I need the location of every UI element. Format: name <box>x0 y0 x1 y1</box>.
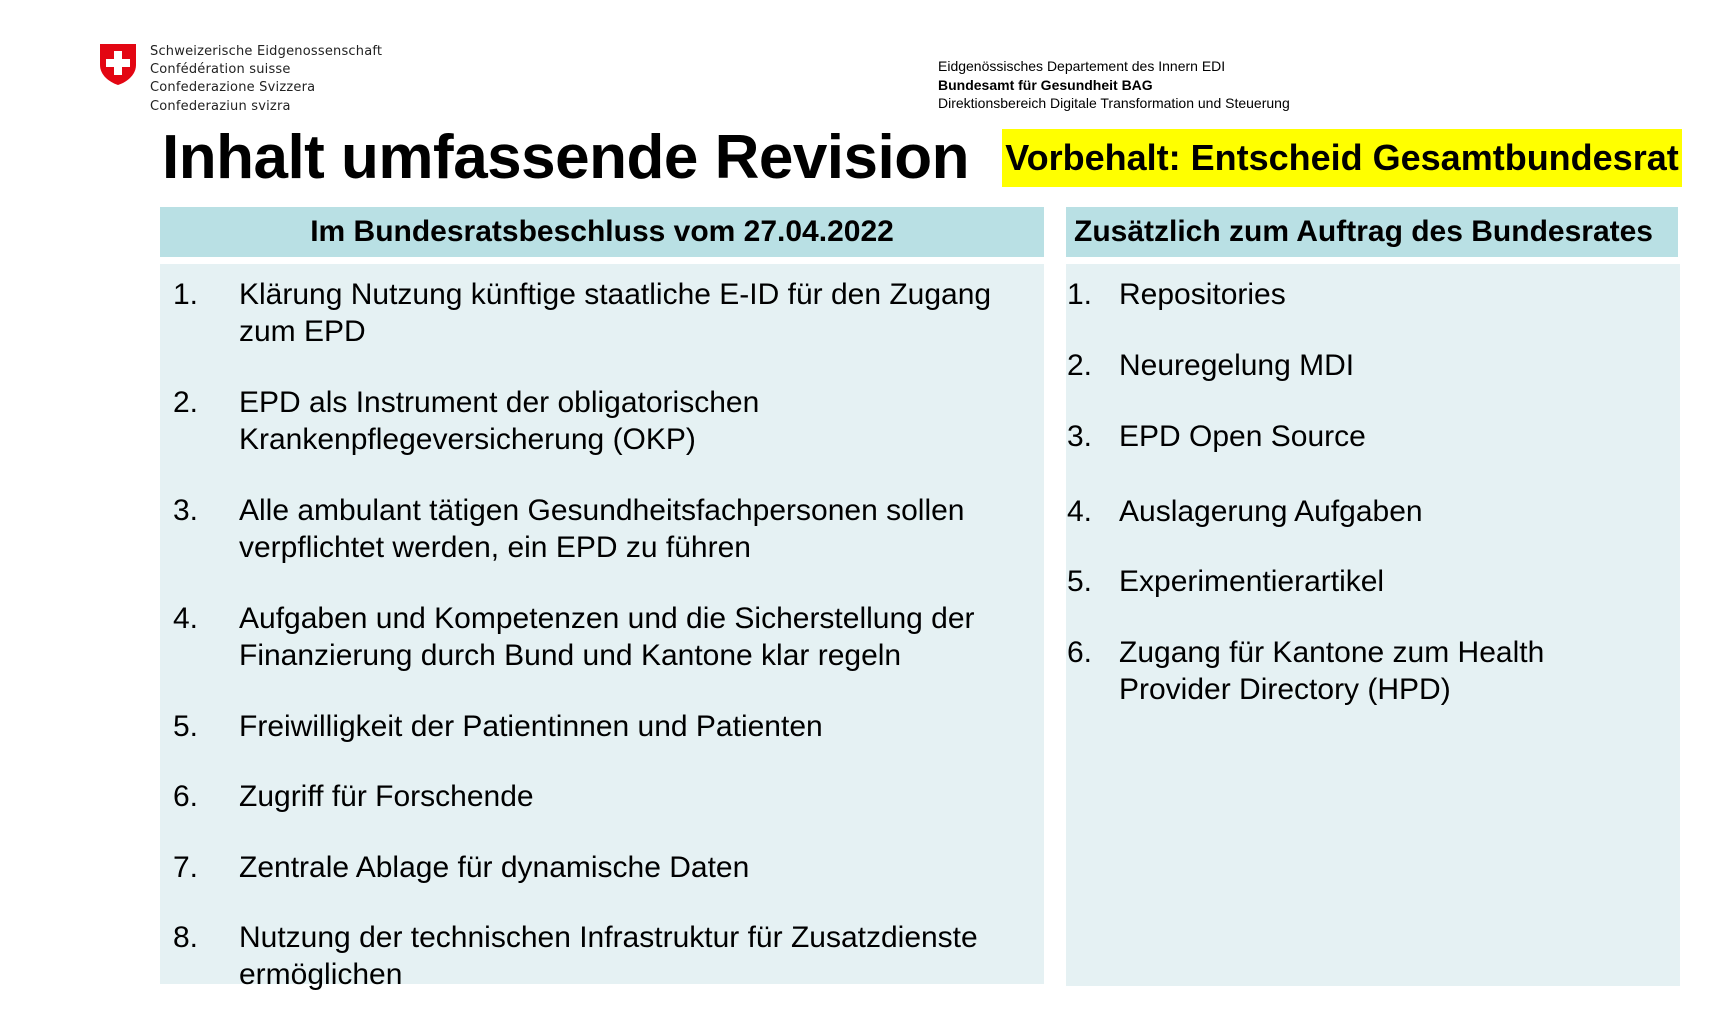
item-number: 6. <box>173 780 199 813</box>
item-number: 7. <box>173 851 199 884</box>
page-title: Inhalt umfassende Revision <box>162 123 969 192</box>
item-number: 3. <box>1067 420 1093 453</box>
federal-name-rm: Confederaziun svizra <box>150 98 291 114</box>
reservation-badge: Vorbehalt: Entscheid Gesamtbundesrat <box>1002 129 1682 187</box>
left-column-heading: Im Bundesratsbeschluss vom 27.04.2022 <box>160 207 1044 257</box>
item-text: Repositories <box>1119 278 1286 311</box>
item-text: Experimentierartikel <box>1119 565 1385 598</box>
item-number: 5. <box>173 710 199 743</box>
federal-name-fr: Confédération suisse <box>150 62 291 78</box>
item-number: 5. <box>1067 565 1093 598</box>
item-text: EPD Open Source <box>1119 420 1366 453</box>
department-name: Eidgenössisches Departement des Innern EDI <box>938 58 1226 74</box>
item-text: Auslagerung Aufgaben <box>1119 495 1423 528</box>
item-number: 1. <box>173 278 199 311</box>
item-number: 8. <box>173 921 199 954</box>
federal-logo-text <box>150 43 382 116</box>
item-number: 4. <box>1067 495 1093 528</box>
division-name: Direktionsbereich Digitale Transformation und Steuerung <box>938 95 1290 111</box>
department-info <box>938 57 1290 113</box>
item-text: Alle ambulant tätigen Gesundheitsfachpersonen sollen <box>239 494 965 527</box>
item-number: 2. <box>1067 349 1093 382</box>
item-number: 4. <box>173 602 199 635</box>
item-text: Finanzierung durch Bund und Kantone klar regeln <box>239 639 902 672</box>
item-number: 3. <box>173 494 199 527</box>
item-text: Krankenpflegeversicherung (OKP) <box>239 423 696 456</box>
right-column-heading: Zusätzlich zum Auftrag des Bundesrates <box>1066 207 1678 257</box>
item-text: ermöglichen <box>239 958 403 991</box>
federal-name-it: Confederazione Svizzera <box>150 80 316 96</box>
right-column-list <box>1066 264 1680 986</box>
item-text: Zentrale Ablage für dynamische Daten <box>239 851 750 884</box>
item-text: Neuregelung MDI <box>1119 349 1355 382</box>
item-text: Provider Directory (HPD) <box>1119 673 1451 706</box>
item-text: Zugang für Kantone zum Health <box>1119 636 1545 669</box>
item-text: verpflichtet werden, ein EPD zu führen <box>239 531 751 564</box>
item-number: 2. <box>173 386 199 419</box>
item-text: Zugriff für Forschende <box>239 780 534 813</box>
item-text: Aufgaben und Kompetenzen und die Sicherstellung der <box>239 602 975 635</box>
item-text: Klärung Nutzung künftige staatliche E-ID für den Zugang <box>239 278 992 311</box>
item-text: Freiwilligkeit der Patientinnen und Patienten <box>239 710 823 743</box>
item-text: Nutzung der technischen Infrastruktur für Zusatzdienste <box>239 921 978 954</box>
item-text: EPD als Instrument der obligatorischen <box>239 386 760 419</box>
left-column-list <box>160 264 1044 991</box>
office-name: Bundesamt für Gesundheit BAG <box>938 76 1153 93</box>
federal-name-de: Schweizerische Eidgenossenschaft <box>150 44 383 59</box>
item-text: zum EPD <box>239 315 366 348</box>
item-number: 6. <box>1067 636 1093 669</box>
item-number: 1. <box>1067 278 1093 311</box>
swiss-cross-shield-icon <box>99 43 137 86</box>
